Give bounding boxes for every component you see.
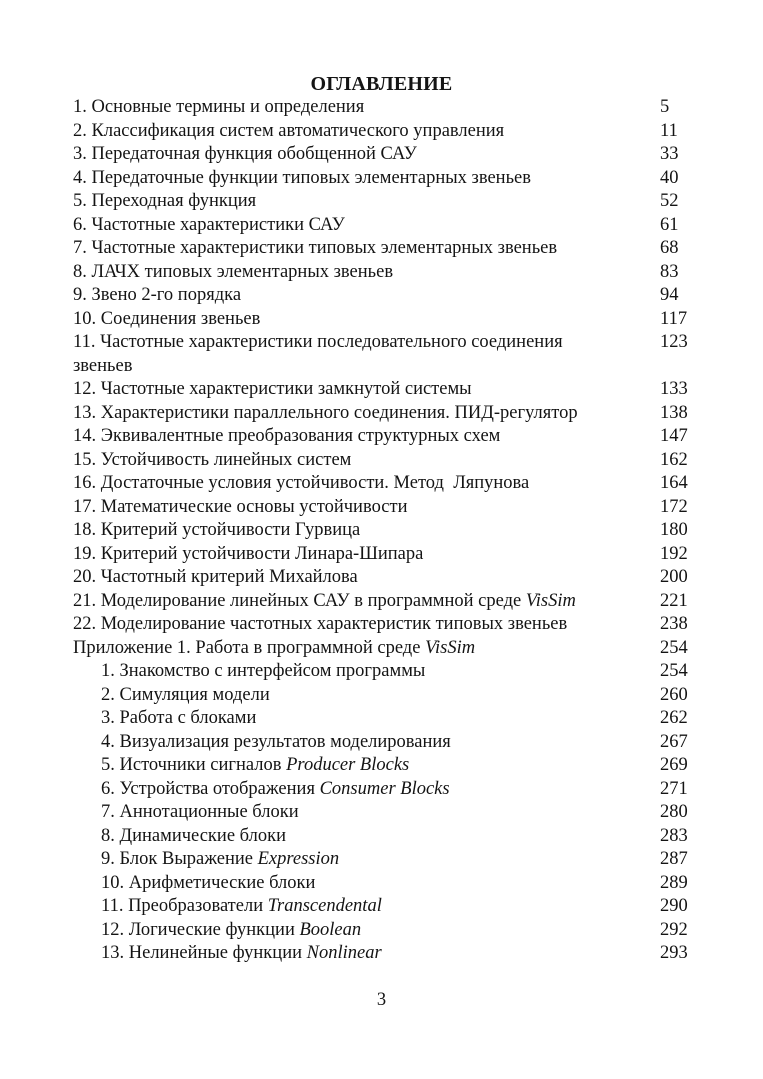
toc-subentry-title: 7. Аннотационные блоки (101, 802, 299, 822)
toc-subentry-title-italic: Boolean (299, 919, 362, 940)
toc-subentry-title: 2. Симуляция модели (101, 684, 270, 705)
toc-entry (73, 496, 713, 520)
toc-subentry (73, 801, 713, 825)
toc-entry-title: 14. Эквивалентные преобразования структурных схем (73, 426, 501, 446)
page-title: ОГЛАВЛЕНИЕ (310, 73, 453, 95)
toc-subentry-page: 287 (660, 849, 688, 869)
toc-entry-title: 1. Основные термины и определения (73, 97, 365, 117)
toc-subentry-title (101, 942, 382, 966)
toc-entry-page: 180 (660, 520, 688, 540)
toc-entry-page: 133 (660, 379, 688, 399)
toc-entry-page: 33 (660, 144, 679, 164)
toc-entry (73, 449, 713, 473)
toc-subentry-page: 267 (660, 731, 688, 752)
toc-entry-page: 94 (660, 285, 679, 305)
toc-entry-page: 172 (660, 496, 688, 517)
toc-subentry-title-italic: Producer Blocks (286, 755, 410, 775)
toc-subentry-page: 280 (660, 802, 688, 822)
toc-entry (73, 472, 713, 496)
toc-entry (73, 566, 713, 590)
toc-entry (73, 167, 713, 191)
toc-entry-title-line2: звеньев (73, 355, 133, 376)
toc-entry-page: 52 (660, 191, 679, 211)
toc-subentry (73, 872, 713, 896)
toc-entry-title-line1: 11. Частотные характеристики последовательного соединения (73, 332, 563, 352)
toc-subentry (73, 707, 713, 731)
toc-entry (73, 402, 713, 426)
toc-entry-title: 17. Математические основы устойчивости (73, 496, 408, 517)
toc-entry-title-text: Приложение 1. Работа в программной среде (73, 637, 426, 658)
toc-entry-title: 22. Моделирование частотных характеристик типовых звеньев (73, 614, 568, 634)
toc-entry (73, 237, 713, 261)
toc-subentry (73, 919, 713, 943)
toc-entry-title: 6. Частотные характеристики САУ (73, 214, 345, 235)
toc-entry (73, 590, 713, 614)
toc-entry-title: 19. Критерий устойчивости Линара-Шипара (73, 543, 424, 564)
toc-subentry-title: 3. Работа с блоками (101, 708, 257, 728)
toc-subentry-title-italic: Nonlinear (306, 943, 382, 963)
toc-subentry-title-italic: Transcendental (267, 896, 382, 916)
toc-entry-title-italic: VisSim (425, 637, 476, 658)
toc-entry-title: 13. Характеристики параллельного соединения. ПИД-регулятор (73, 402, 578, 423)
toc-subentry-title (101, 919, 361, 943)
toc-entry-page: 123 (660, 332, 688, 352)
toc-subentry-title: 10. Арифметические блоки (101, 872, 316, 893)
toc-entry-page: 83 (660, 261, 679, 282)
toc-entry-title: 16. Достаточные условия устойчивости. Метод Ляпунова (73, 473, 530, 493)
toc-subentry-title-text: 6. Устройства отображения (101, 778, 320, 799)
toc-entry (73, 143, 713, 167)
toc-entry-page: 40 (660, 167, 679, 188)
toc-entry (73, 96, 713, 120)
toc-subentry-title: 8. Динамические блоки (101, 825, 286, 846)
toc-entry-page: 192 (660, 543, 688, 564)
toc-subentry-title (101, 895, 382, 919)
toc-entry (73, 378, 713, 402)
toc-entry-page: 138 (660, 402, 688, 423)
toc-entry (73, 519, 713, 543)
toc-entry-title: 5. Переходная функция (73, 191, 257, 211)
toc-entry (73, 613, 713, 637)
toc-subentry-page: 290 (660, 896, 688, 916)
toc-entry-page: 221 (660, 590, 688, 611)
toc-subentry (73, 848, 713, 872)
toc-entry-page: 162 (660, 449, 688, 470)
toc-subentry-page: 283 (660, 825, 688, 846)
toc-entry (73, 284, 713, 308)
toc-entry (73, 190, 713, 214)
toc-entry-page: 147 (660, 426, 688, 446)
toc-entry-title: 18. Критерий устойчивости Гурвица (73, 520, 361, 540)
toc-entry-title-italic: VisSim (525, 590, 576, 611)
toc-subentry-page: 293 (660, 943, 688, 963)
toc-entry-title-text: 21. Моделирование линейных САУ в программной среде (73, 590, 526, 611)
toc-subentry-page: 289 (660, 872, 688, 893)
toc-entry-page: 238 (660, 614, 688, 634)
toc-entry-title: 7. Частотные характеристики типовых элементарных звеньев (73, 238, 558, 258)
toc-subentry-title: 1. Знакомство с интерфейсом программы (101, 661, 426, 681)
toc-subentry (73, 684, 713, 708)
toc-subentry-page: 269 (660, 755, 688, 775)
toc-entry (73, 214, 713, 238)
toc-entry (73, 543, 713, 567)
toc-entry (73, 331, 713, 378)
table-of-contents (73, 96, 713, 966)
page-number: 3 (376, 990, 387, 1010)
toc-subentry-title-text: 5. Источники сигналов (101, 755, 287, 775)
toc-subentry (73, 731, 713, 755)
toc-entry-title: 12. Частотные характеристики замкнутой системы (73, 379, 472, 399)
toc-entry-title: 15. Устойчивость линейных систем (73, 449, 352, 470)
toc-subentry-page: 260 (660, 684, 688, 705)
toc-subentry (73, 754, 713, 778)
toc-entry (73, 120, 713, 144)
toc-entry-title: 20. Частотный критерий Михайлова (73, 567, 358, 587)
toc-subentry-page: 254 (660, 661, 688, 681)
toc-subentry-title (101, 848, 339, 872)
toc-entry (73, 425, 713, 449)
toc-subentry-title (101, 778, 450, 802)
toc-entry-title (73, 590, 576, 614)
toc-entry-title: 2. Классификация систем автоматического управления (73, 120, 505, 141)
toc-entry-page: 11 (660, 120, 678, 141)
toc-entry-title (73, 331, 633, 378)
toc-subentry (73, 778, 713, 802)
toc-subentry-title-text: 9. Блок Выражение (101, 849, 258, 869)
toc-entry-page: 200 (660, 567, 688, 587)
toc-subentry (73, 942, 713, 966)
toc-subentry (73, 660, 713, 684)
toc-subentry-title-text: 11. Преобразователи (101, 896, 268, 916)
toc-entry-title (73, 637, 475, 661)
toc-subentry-title-text: 13. Нелинейные функции (101, 943, 307, 963)
toc-entry (73, 308, 713, 332)
toc-entry-title: 3. Передаточная функция обобщенной САУ (73, 144, 417, 164)
toc-subentry-page: 262 (660, 708, 688, 728)
toc-entry (73, 637, 713, 661)
toc-entry-page: 61 (660, 214, 679, 235)
toc-entry-title: 4. Передаточные функции типовых элементарных звеньев (73, 167, 531, 188)
toc-entry-page: 254 (660, 637, 688, 658)
toc-subentry-page: 271 (660, 778, 688, 799)
toc-entry-page: 68 (660, 238, 679, 258)
toc-entry-title: 10. Соединения звеньев (73, 308, 261, 329)
toc-entry (73, 261, 713, 285)
toc-subentry (73, 895, 713, 919)
toc-entry-title: 8. ЛАЧХ типовых элементарных звеньев (73, 261, 394, 282)
toc-entry-title: 9. Звено 2-го порядка (73, 285, 242, 305)
toc-subentry (73, 825, 713, 849)
toc-entry-page: 164 (660, 473, 688, 493)
toc-entry-page: 117 (660, 308, 688, 329)
toc-subentry-title-italic: Expression (257, 849, 340, 869)
toc-entry-page: 5 (660, 97, 670, 117)
toc-subentry-title (101, 754, 409, 778)
toc-subentry-title-italic: Consumer Blocks (319, 778, 450, 799)
toc-subentry-title-text: 12. Логические функции (101, 919, 300, 940)
toc-subentry-title: 4. Визуализация результатов моделирования (101, 731, 451, 752)
toc-subentry-page: 292 (660, 919, 688, 940)
